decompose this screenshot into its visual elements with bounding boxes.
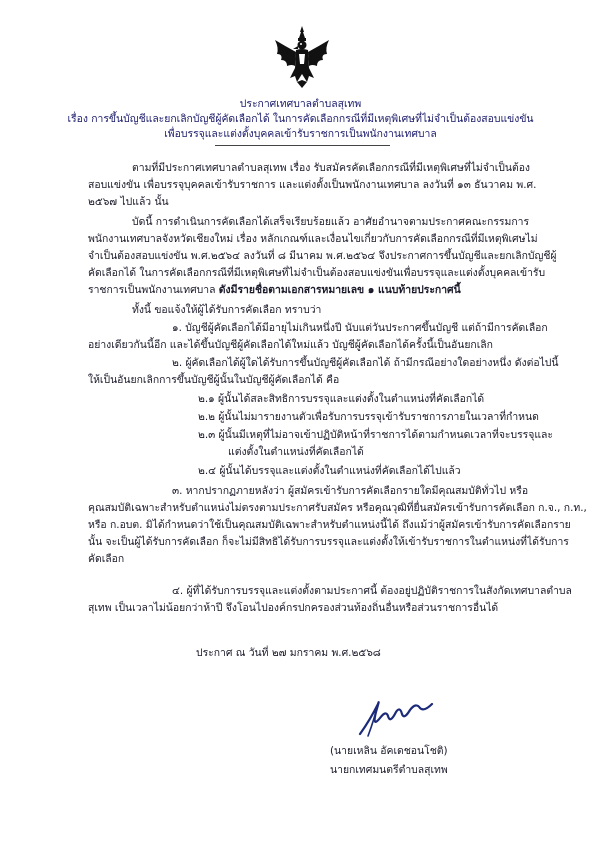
garuda-emblem-icon bbox=[273, 24, 331, 90]
item3-line5: คัดเลือก bbox=[88, 553, 125, 565]
item1-line1: ๑. บัญชีผู้คัดเลือกได้มีอายุไม่เกินหนึ่งปี นับแต่วันประกาศขึ้นบัญชี แต่ถ้ามีการคัดเลือก bbox=[172, 322, 548, 334]
item2-line1: ๒. ผู้คัดเลือกได้ผู้ใดได้รับการขึ้นบัญชีผู้คัดเลือกได้ ถ้ามีกรณีอย่างใดอย่างหนึ่ง ดังต่อไปนี้ bbox=[172, 357, 559, 369]
item2-line2: ให้เป็นอันยกเลิกการขึ้นบัญชีผู้นั้นในบัญชีผู้คัดเลือกได้ คือ bbox=[88, 374, 340, 386]
signatory-position: นายกเทศมนตรีตำบลสุเทพ bbox=[330, 764, 448, 776]
para3-line: ทั้งนี้ ขอแจ้งให้ผู้ได้รับการคัดเลือก ทราบว่า bbox=[132, 304, 322, 316]
sub-item-2-3-line1: ๒.๓ ผู้นั้นมีเหตุที่ไม่อาจเข้าปฏิบัติหน้าที่ราชการได้ตามกำหนดเวลาที่จะบรรจุและ bbox=[198, 429, 553, 441]
sub-item-2-3-line2: แต่งตั้งในตำแหน่งที่คัดเลือกได้ bbox=[228, 446, 364, 458]
sub-item-2-1: ๒.๑ ผู้นั้นได้สละสิทธิการบรรจุและแต่งตั้งในตำแหน่งที่คัดเลือกได้ bbox=[198, 393, 485, 405]
item4-line2: สุเทพ เป็นเวลาไม่น้อยกว่าห้าปี จึงโอนไปองค์กรปกครองส่วนท้องถิ่นอื่นหรือส่วนราชการอื่นได้ bbox=[88, 602, 499, 614]
subject-line-2: เพื่อบรรจุและแต่งตั้งบุคคลเข้ารับราชการเป็นพนักงานเทศบาล bbox=[164, 128, 437, 140]
header-divider bbox=[215, 145, 390, 146]
para2-line4: คัดเลือกได้ ในการคัดเลือกกรณีที่มีเหตุพิเศษที่ไม่จำเป็นต้องสอบแข่งขันเพื่อบรรจุและแต่งตั้งบุคคลเข้ารับ bbox=[88, 267, 546, 279]
subject-line-1: เรื่อง การขึ้นบัญชีและยกเลิกบัญชีผู้คัดเลือกได้ ในการคัดเลือกกรณีที่มีเหตุพิเศษที่ไม่จำเป็นต้องสอบแข่งขัน bbox=[67, 113, 534, 125]
para1-line3: ๒๕๖๗ ไปแล้ว นั้น bbox=[88, 196, 169, 208]
item4-line1: ๔. ผู้ที่ได้รับการบรรจุและแต่งตั้งตามประกาศนี้ ต้องอยู่ปฏิบัติราชการในสังกัดเทศบาลตำบล bbox=[172, 585, 572, 597]
para1-line2: สอบแข่งขัน เพื่อบรรจุบุคคลเข้ารับราชการ และแต่งตั้งเป็นพนักงานเทศบาล ลงวันที่ ๑๓ ธันวาคม พ.ศ. bbox=[88, 179, 537, 191]
para2-line1: บัดนี้ การดำเนินการคัดเลือกได้เสร็จเรียบร้อยแล้ว อาศัยอำนาจตามประกาศคณะกรรมการ bbox=[132, 216, 530, 228]
para2-line3: จำเป็นต้องสอบแข่งขัน พ.ศ.๒๕๖๔ ลงวันที่ ๘ มีนาคม พ.ศ.๒๕๖๔ จึงประกาศการขึ้นบัญชีและยกเลิกบัญชีผู้ bbox=[88, 250, 557, 262]
sub-item-2-4: ๒.๔ ผู้นั้นได้บรรจุและแต่งตั้งในตำแหน่งที่คัดเลือกได้ไปแล้ว bbox=[198, 465, 461, 477]
sub-item-2-2: ๒.๒ ผู้นั้นไม่มารายงานตัวเพื่อรับการบรรจุเข้ารับราชการภายในเวลาที่กำหนด bbox=[198, 411, 539, 423]
signatory-name: (นายเหลิน อัคเดชอนโชติ) bbox=[330, 745, 448, 757]
announcement-date: ประกาศ ณ วันที่ ๒๗ มกราคม พ.ศ.๒๕๖๘ bbox=[196, 647, 381, 659]
announcement-title: ประกาศเทศบาลตำบลสุเทพ bbox=[239, 98, 362, 110]
para2-line5 bbox=[88, 282, 461, 299]
para2-line2: พนักงานเทศบาลจังหวัดเชียงใหม่ เรื่อง หลักเกณฑ์และเงื่อนไขเกี่ยวกับการคัดเลือกกรณีที่มีเหตุพิเศษไม่ bbox=[88, 233, 538, 245]
item3-line1: ๓. หากปรากฏภายหลังว่า ผู้สมัครเข้ารับการคัดเลือกรายใดมีคุณสมบัติทั่วไป หรือ bbox=[172, 485, 529, 497]
item1-line2: อย่างเดียวกันนี้อีก และได้ขึ้นบัญชีผู้คัดเลือกได้ใหม่แล้ว บัญชีผู้คัดเลือกได้ครั้งนี้เป็นอันยกเลิก bbox=[88, 339, 493, 351]
item3-line2: คุณสมบัติเฉพาะสำหรับตำแหน่งไม่ตรงตามประกาศรับสมัคร หรือคุณวุฒิที่ยื่นสมัครเข้ารับการคัดเลือก ก.จ., ก.ท., bbox=[88, 502, 587, 514]
item3-line4: นั้น จะเป็นผู้ได้รับการคัดเลือก ก็จะไม่มีสิทธิได้รับการบรรจุและแต่งตั้งให้เข้ารับราชการในตำแหน่งที่ได้รับการ bbox=[88, 536, 569, 548]
handwritten-signature bbox=[350, 690, 440, 740]
para2-line5-bold: ดังมีรายชื่อตามเอกสารหมายเลข ๑ แนบท้ายประกาศนี้ bbox=[218, 284, 461, 296]
item3-line3: หรือ ก.อบต. มิได้กำหนดว่าใช้เป็นคุณสมบัติเฉพาะสำหรับตำแหน่งนี้ได้ ถึงแม้ว่าผู้สมัครเข้ารับการคัดเลือกราย bbox=[88, 519, 571, 531]
para1-line1: ตามที่มีประกาศเทศบาลตำบลสุเทพ เรื่อง รับสมัครคัดเลือกกรณีที่มีเหตุพิเศษที่ไม่จำเป็นต้อง bbox=[132, 162, 531, 174]
para2-line5-normal: ราชการเป็นพนักงานเทศบาล bbox=[88, 284, 219, 296]
